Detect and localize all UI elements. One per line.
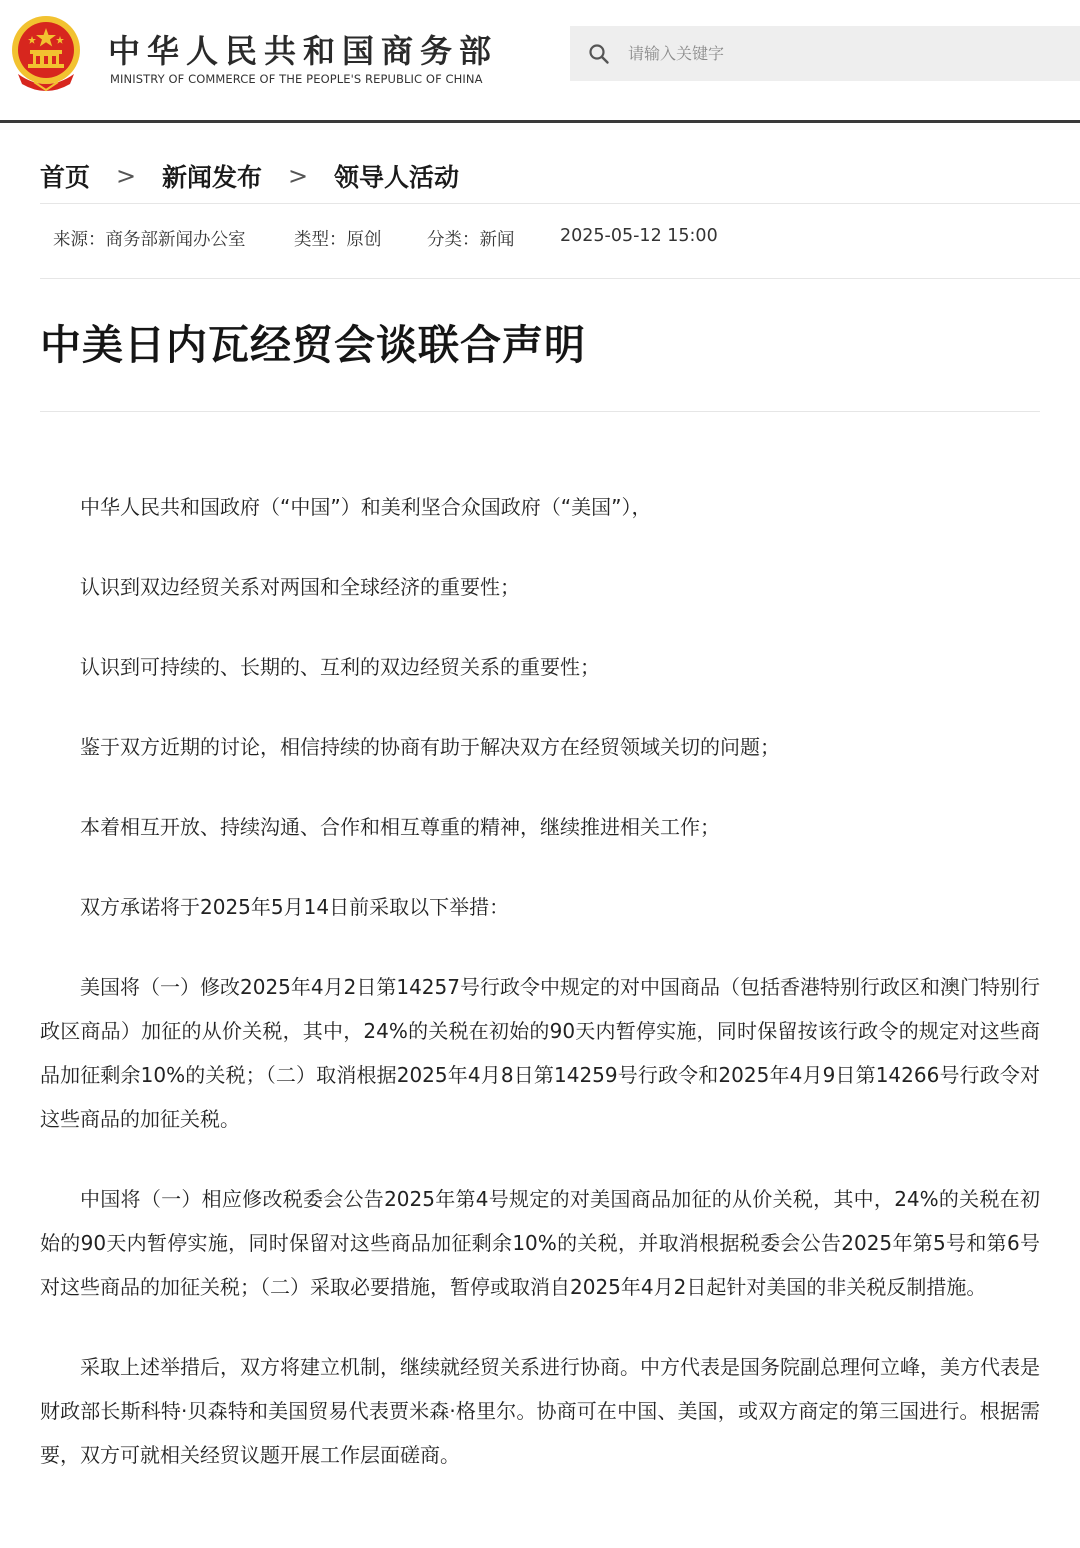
meta-type: 类型：原创 <box>294 230 382 250</box>
chevron-right-icon: > <box>115 162 137 190</box>
article-paragraph: 本着相互开放、持续沟通、合作和相互尊重的精神，继续推进相关工作； <box>80 815 720 839</box>
article-title: 中美日内瓦经贸会谈联合声明 <box>40 321 586 369</box>
article-body <box>40 485 1040 1513</box>
breadcrumb-home[interactable]: 首页 <box>40 163 91 192</box>
article-paragraph: 中国将（一）相应修改税委会公告2025年第4号规定的对美国商品加征的从价关税，其中，24%的关税在初始的90天内暂停实施，同时保留对这些商品加征剩余10%的关税，并取消根据税委会公告2025年第5号和第6号对这些商品的加征关税；（二）采取必要措施，暂停或取消自2025年4月2日起针对美国的非关税反制措施。 <box>40 1187 1040 1299</box>
org-name-en: MINISTRY OF COMMERCE OF THE PEOPLE'S REPUBLIC OF CHINA <box>110 72 483 86</box>
meta-datetime: 2025-05-12 15:00 <box>560 226 718 246</box>
article-paragraph: 双方承诺将于2025年5月14日前采取以下举措： <box>80 895 510 919</box>
article-paragraph: 鉴于双方近期的讨论，相信持续的协商有助于解决双方在经贸领域关切的问题； <box>80 735 780 759</box>
article-paragraph: 认识到双边经贸关系对两国和全球经济的重要性； <box>80 575 520 599</box>
chevron-right-icon: > <box>287 162 309 190</box>
header-divider <box>0 120 1080 123</box>
search-box <box>570 26 1080 81</box>
site-header <box>0 0 1080 120</box>
breadcrumb <box>40 154 459 198</box>
breadcrumb-leader-activities[interactable]: 领导人活动 <box>334 163 460 192</box>
divider <box>40 411 1040 412</box>
meta-category: 分类：新闻 <box>427 230 515 250</box>
article-paragraph: 采取上述举措后，双方将建立机制，继续就经贸关系进行协商。中方代表是国务院副总理何立峰，美方代表是财政部长斯科特·贝森特和美国贸易代表贾米森·格里尔。协商可在中国、美国，或双方商定的第三国进行。根据需要，双方可就相关经贸议题开展工作层面磋商。 <box>40 1355 1040 1467</box>
article-paragraph: 美国将（一）修改2025年4月2日第14257号行政令中规定的对中国商品（包括香港特别行政区和澳门特别行政区商品）加征的从价关税，其中，24%的关税在初始的90天内暂停实施，同时保留按该行政令的规定对这些商品加征剩余10%的关税；（二）取消根据2025年4月8日第14259号行政令和2025年4月9日第14266号行政令对这些商品的加征关税。 <box>40 975 1040 1131</box>
breadcrumb-news-release[interactable]: 新闻发布 <box>162 163 263 192</box>
org-name-cn: 中华人民共和国商务部 <box>108 32 499 70</box>
meta-source: 来源：商务部新闻办公室 <box>53 230 246 250</box>
article-paragraph: 认识到可持续的、长期的、互利的双边经贸关系的重要性； <box>80 655 600 679</box>
search-input[interactable] <box>628 26 1068 81</box>
divider <box>40 203 1080 204</box>
article-paragraph: 中华人民共和国政府（“中国”）和美利坚合众国政府（“美国”）， <box>80 495 652 519</box>
divider <box>40 278 1080 279</box>
national-emblem-icon[interactable] <box>8 14 84 94</box>
search-icon[interactable] <box>588 43 610 65</box>
